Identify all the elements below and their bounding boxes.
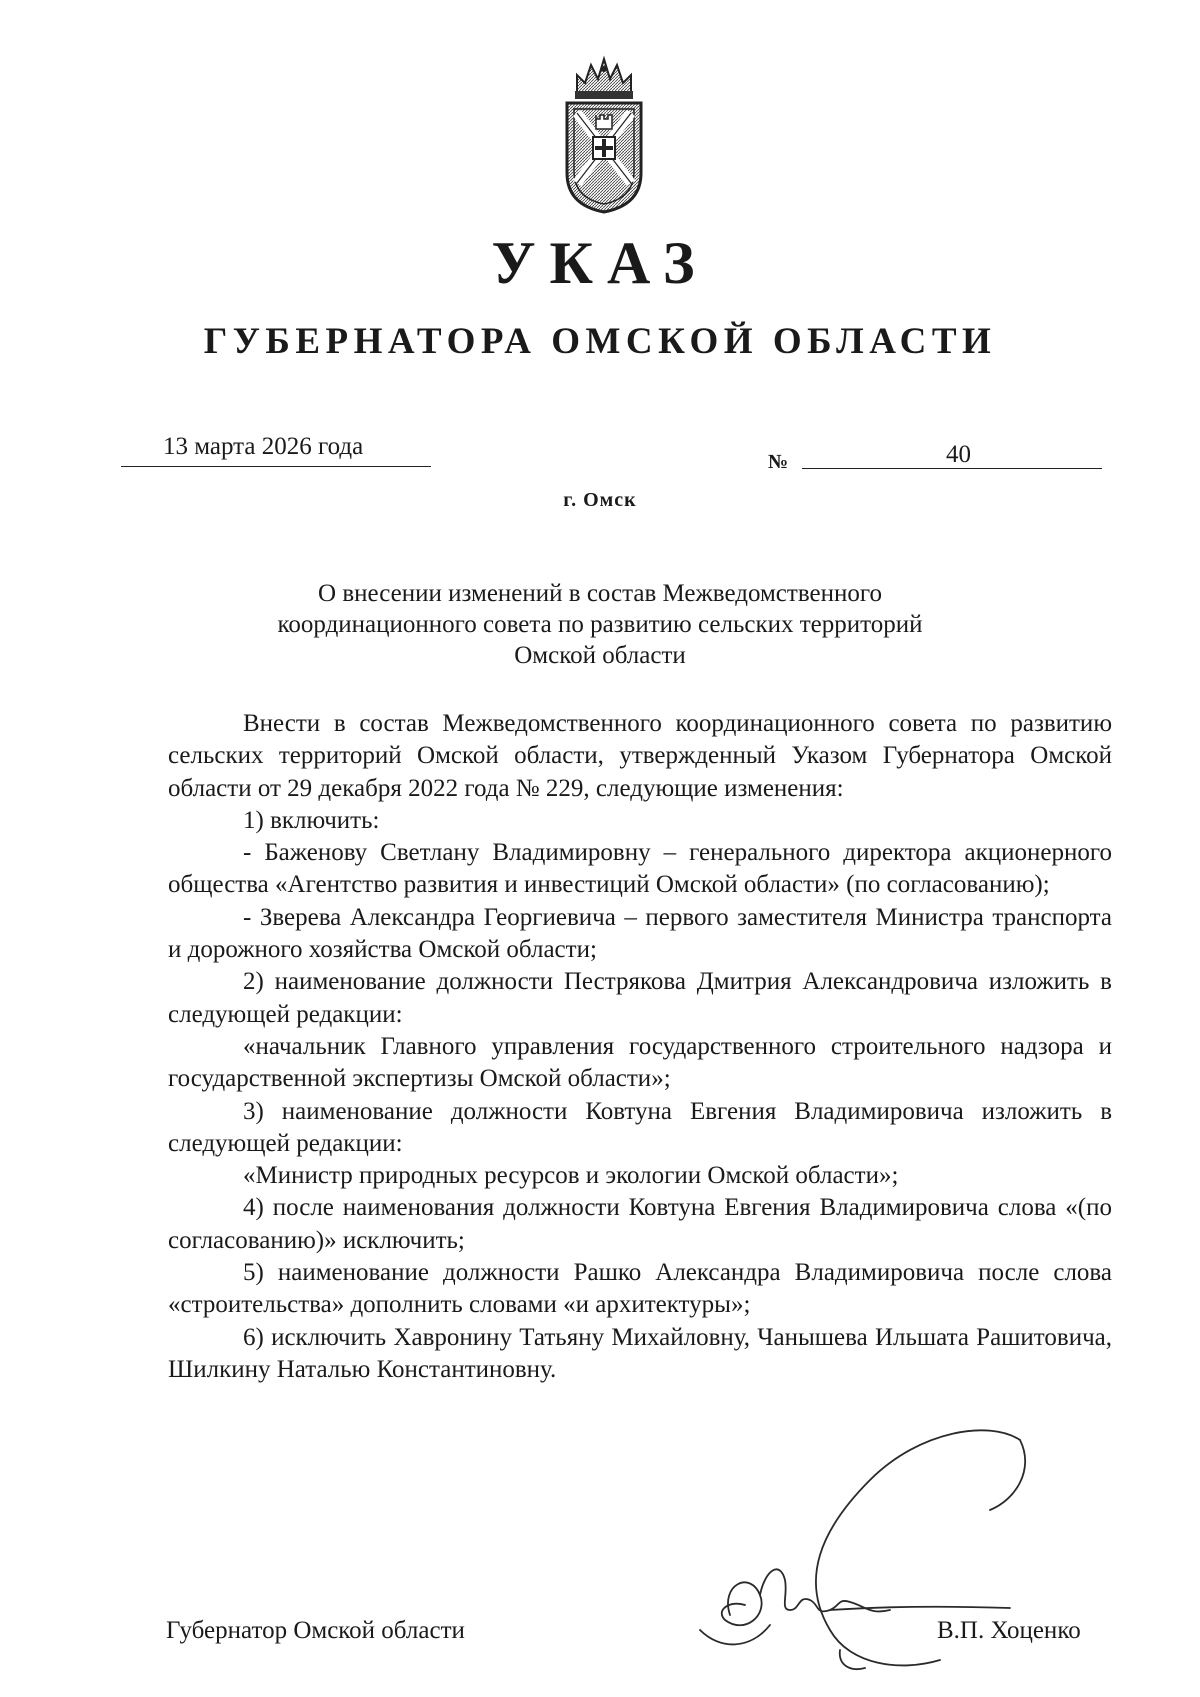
paragraph-item: - Баженову Светлану Владимировну – генерального директора акционерного общества «Агентство развития и инвестиций Омской области» (по согласованию); bbox=[168, 839, 1112, 899]
document-city: г. Омск bbox=[563, 489, 637, 511]
date-underline bbox=[121, 466, 431, 467]
coat-of-arms-icon bbox=[555, 55, 653, 215]
decree-body bbox=[168, 708, 1112, 1386]
paragraph-item: 5) наименование должности Рашко Александра Владимировича после слова «строительства» дополнить словами «и архитектуры»; bbox=[168, 1259, 1112, 1319]
paragraph-item: «начальник Главного управления государственного строительного надзора и государственной экспертизы Омской области»; bbox=[168, 1032, 1112, 1093]
paragraph-item: 1) включить: bbox=[243, 806, 380, 834]
number-label: № bbox=[768, 451, 789, 473]
decree-heading: О внесении изменений в состав Межведомственного координационного совета по развитию сельских территорий Омской области bbox=[277, 580, 923, 669]
document-number: 40 bbox=[946, 441, 971, 468]
paragraph-intro: Внести в состав Межведомственного координационного совета по развитию сельских территорий Омской области, утвержденный Указом Губернатора Омской области от 29 декабря 2022 года № 229, следующие изменения: bbox=[168, 710, 1112, 802]
signer-position: Губернатор Омской области bbox=[166, 1617, 465, 1644]
paragraph-item: - Зверева Александра Георгиевича – первого заместителя Министра транспорта и дорожного хозяйства Омской области; bbox=[168, 903, 1112, 964]
document-title: УКАЗ bbox=[491, 230, 709, 296]
document-subtitle: ГУБЕРНАТОРА ОМСКОЙ ОБЛАСТИ bbox=[203, 321, 997, 362]
paragraph-item: 2) наименование должности Пестрякова Дмитрия Александровича изложить в следующей редакции: bbox=[168, 968, 1112, 1028]
document-date: 13 марта 2026 года bbox=[163, 433, 364, 460]
paragraph-item: 3) наименование должности Ковтуна Евгения Владимировича изложить в следующей редакции: bbox=[168, 1097, 1112, 1157]
paragraph-item: «Министр природных ресурсов и экологии Омской области»; bbox=[243, 1162, 899, 1190]
paragraph-item: 4) после наименования должности Ковтуна Евгения Владимировича слова «(по согласованию)» исключить; bbox=[168, 1194, 1112, 1254]
paragraph-item: 6) исключить Хавронину Татьяну Михайловну, Чанышева Ильшата Рашитовича, Шилкину Наталью Константиновну. bbox=[168, 1323, 1112, 1383]
signer-name: В.П. Хоценко bbox=[937, 1617, 1081, 1644]
